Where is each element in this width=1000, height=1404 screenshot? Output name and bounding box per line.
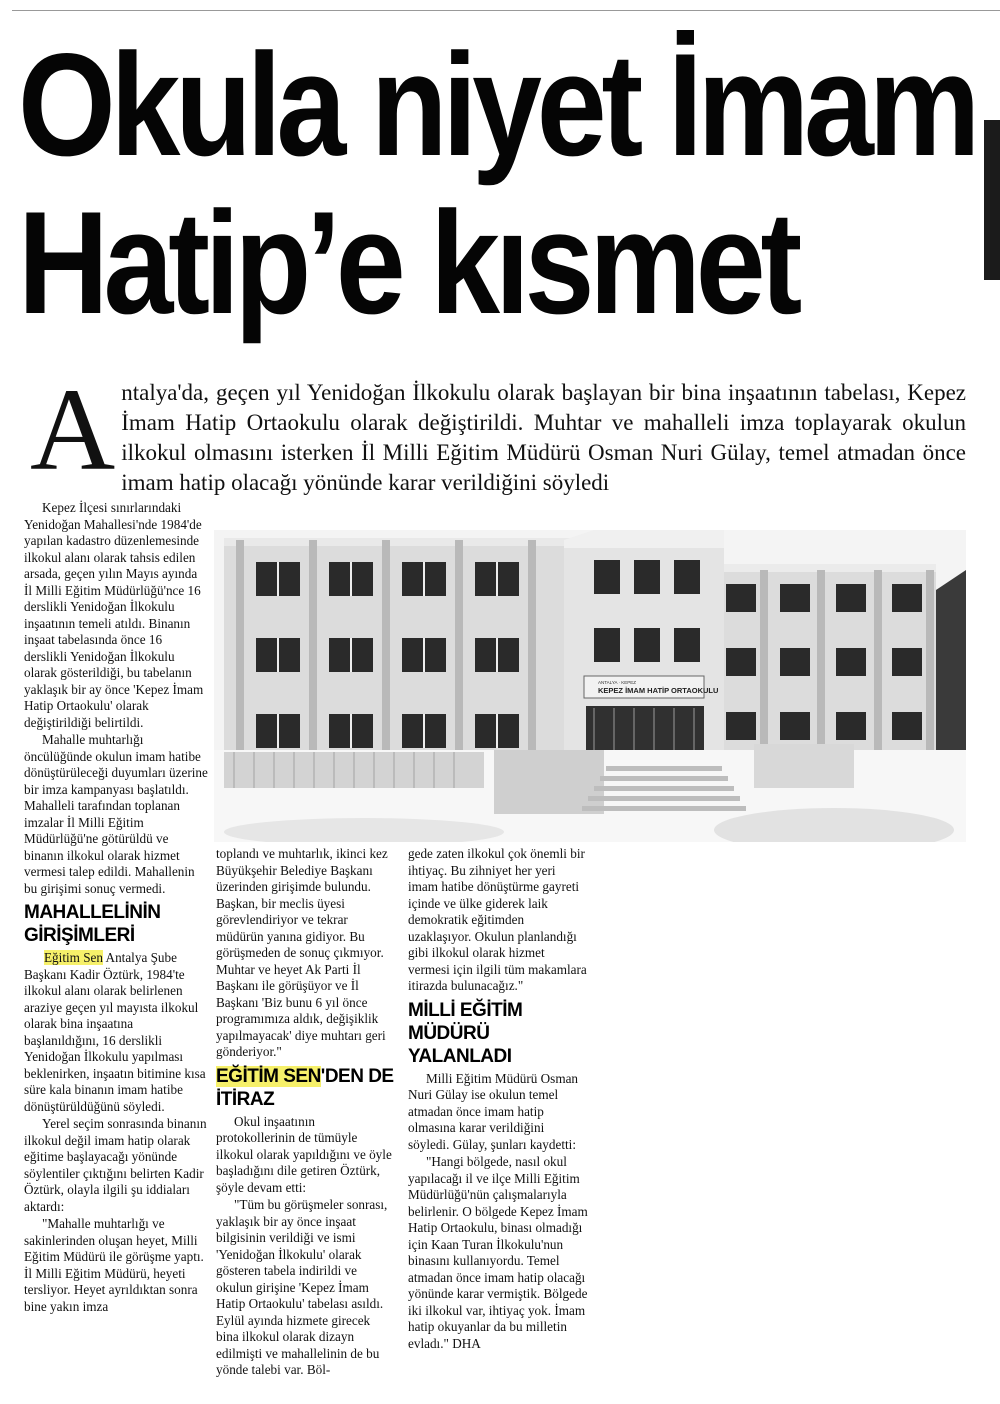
col2-paragraph-2: Okul inşaatının protokollerinin de tümüyle ilkokul olarak yapıldığını ve öyle başladığını dile getiren Öztürk, şöyle devam etti:: [216, 1113, 392, 1195]
subhead-mahallelinin: MAHALLELİNİN GİRİŞİMLERİ: [24, 902, 161, 946]
headline-line-1: Okula niyet İmam: [18, 23, 976, 186]
headline: [18, 23, 976, 344]
col3-paragraph-3: "Hangi bölgede, nasıl okul yapılacağı il ve ilçe Milli Eğitim Müdürlüğü'nün çalışmalarıyla belirlenir. O bölgede Kepez İmam Hatip Ortaokulu, binası olmadığı için Kaan Turan İlkokulu'nun binasını kullanıyordu. Temel atmadan önce imam hatip olacağı yönünde karar vermiştik. Bölgede iki ilkokul var, ihtiyaç yok. İmam hatip okuyanlar da bu milletin evladı." DHA: [408, 1154, 588, 1351]
col1-paragraph-5: "Mahalle muhtarlığı ve sakinlerinden oluşan heyet, Milli Eğitim Müdürü ile görüşme yaptı. İl Milli Eğitim Müdürü, heyeti tersliyor. Heyet ayrıldıktan sonra bine yakın imza: [24, 1216, 204, 1314]
article-column-1: [24, 500, 208, 1315]
drop-cap: A: [30, 364, 116, 495]
highlight-egitim-sen: Eğitim Sen: [44, 950, 103, 965]
lede-paragraph: [26, 364, 966, 498]
top-rule: [12, 10, 1000, 11]
lede-text: ntalya'da, geçen yıl Yenidoğan İlkokulu olarak başlayan bir bina inşaatının tabelası, Kepez İmam Hatip Ortaokulu olarak değiştirildi. Muhtar ve mahalleli imza toplayarak okulun ilkokul olmasını isterken İl Milli Eğitim Müdürü Osman Nuri Gülay, temel atmadan önce imam hatip olacağı yönünde karar verildiğini söyledi: [121, 380, 966, 495]
col1-paragraph-4: Yerel seçim sonrasında binanın ilkokul değil imam hatip olarak eğitime başlayacağı yönünde söylentiler çıktığını belirten Kadir Öztürk, olayla ilgili şu iddiaları aktardı:: [24, 1116, 207, 1214]
article-column-2: [216, 846, 394, 1379]
subhead-egitim-sen-itiraz: EĞİTİM SEN'DEN DE İTİRAZ: [216, 1065, 394, 1110]
col3-paragraph-1: gede zaten ilkokul çok önemli bir ihtiyaç. Bu zihniyet her yeri imam hatibe dönüştürme gayreti içinde ve ülke giderek laik demokratik eğitimden uzaklaşıyor. Okulun planlandığı gibi ilkokul olarak hizmet vermesi için ilgili tüm makamlara itirazda bulunacağız.": [408, 846, 587, 993]
col1-paragraph-1: Kepez İlçesi sınırlarındaki Yenidoğan Mahallesi'nde 1984'de yapılan kadastro düzenlemesinde ilkokul alanı olarak tahsis edilen arsada, geçen yılın Mayıs ayında İl Milli Eğitim Müdürlüğü'nce 16 derslikli Yenidoğan İlkokulu inşaatının temeli atıldı. Binanın inşaat tabelasında önce 16 derslikli Yenidoğan İlkokulu olarak gösterildiği, bu tabelanın yaklaşık bir ay önce 'Kepez İmam Hatip Ortaokulu' olarak değiştirildiği belirtildi.: [24, 500, 204, 730]
col1-paragraph-3: Eğitim Sen Antalya Şube Başkanı Kadir Öztürk, 1984'te ilkokul alanı olarak belirlenen araziye geçen yıl mayısta ilkokul olarak bina inşaatına başlanıldığını, 16 derslikli Yenidoğan İlkokulu yapılması beklenirken, inşaatın bitimine kısa süre kala binanın imam hatibe dönüştürüldüğünü söyledi.: [24, 950, 206, 1114]
school-building-photo: [214, 530, 966, 842]
highlight-egitim-sen-subhead: EĞİTİM SEN: [216, 1065, 321, 1087]
article-column-3: [408, 846, 588, 1352]
school-sign-text: KEPEZ İMAM HATİP ORTAOKULU: [598, 686, 719, 695]
col3-paragraph-2: Milli Eğitim Müdürü Osman Nuri Gülay ise okulun temel atmadan önce imam hatip olmasına karar verildiğini söyledi. Gülay, şunları kaydetti:: [408, 1070, 579, 1152]
subhead-milli-egitim: MİLLİ EĞİTİM MÜDÜRÜ YALANLADI: [408, 999, 523, 1067]
headline-line-2: Hatip’e kısmet: [18, 181, 798, 344]
col1-paragraph-2: Mahalle muhtarlığı öncülüğünde okulun imam hatibe dönüştürüleceği duyumları üzerine bir imza kampanyası başlatıldı. Mahalleli tarafından toplanan imzalar İl Milli Eğitim Müdürlüğü'ne götürüldü ve binanın ilkokul olarak hizmet vermesi talep edildi. Mahallenin bu girişimi sonuç vermedi.: [24, 732, 208, 896]
school-sign-small-text: ANTALYA · KEPEZ: [598, 680, 637, 685]
school-building-illustration: [214, 530, 966, 842]
adjacent-photo-edge: [984, 120, 1000, 280]
col2-paragraph-3: "Tüm bu görüşmeler sonrası, yaklaşık bir ay önce inşaat bilgisinin verildiği ve ismi 'Yenidoğan İlkokulu' olarak gösteren tabela indirildi ve okulun girişine 'Kepez İmam Hatip Ortaokulu' tabelası asıldı. Eylül ayında hizmete girecek bina ilkokul olarak dizayn edilmişti ve mahallelinin de bu yönde talebi var. Böl-: [216, 1197, 388, 1377]
col2-paragraph-1: toplandı ve muhtarlık, ikinci kez Büyükşehir Belediye Başkanı üzerinden girişimde bulundu. Başkan, bir meclis üyesi görevlendiriyor ve tekrar müdürün yanına gidiyor. Bu görüşmeden de sonuç çıkmıyor. Muhtar ve heyet Ak Parti İl Başkanı ile görüşüyor ve İl Başkanı 'Biz bunu 6 yıl önce programımıza aldık, değişiklik yapılmayacak' diye muhtarı geri gönderiyor.": [216, 846, 388, 1059]
